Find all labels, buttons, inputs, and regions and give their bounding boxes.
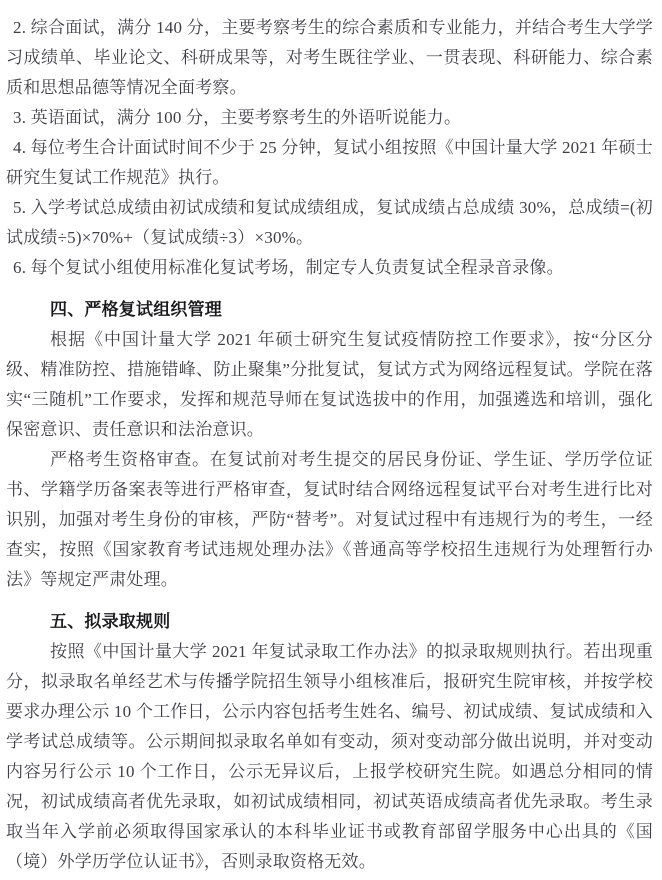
list-item-5: 5. 入学考试总成绩由初试成绩和复试成绩组成，复试成绩占总成绩 30%，总成绩=(初试成绩÷5)×70%+（复试成绩÷3）×30%。 — [6, 198, 653, 247]
list-item-4: 4. 每位考生合计面试时间不少于 25 分钟，复试小组按照《中国计量大学 2021 年硕士研究生复试工作规范》执行。 — [6, 138, 653, 187]
paragraph-qualification: 严格考生资格审查。在复试前对考生提交的居民身份证、学生证、学历学位证书、学籍学历备案表等进行严格审查，复试时结合网络远程复试平台对考生进行比对识别，加强对考生身份的审核，严防“替考”。对复试过程中有违规行为的考生，一经查实，按照《国家教育考试违规处理办法》《普通高等学校招生违规行为处理暂行办法》等规定严肃处理。 — [6, 450, 653, 589]
list-item-3: 3. 英语面试，满分 100 分，主要考察考生的外语听说能力。 — [13, 108, 462, 127]
paragraph-covid-control: 根据《中国计量大学 2021 年硕士研究生复试疫情防控工作要求》，按“分区分级、精准防控、措施错峰、防止聚集”分批复试，复试方式为网络远程复试。学院在落实“三随机”工作要求，发挥和规范导师在复试选拔中的作用，加强遴选和培训，强化保密意识、责任意识和法治意识。 — [6, 330, 653, 439]
section-heading-5: 五、拟录取规则 — [50, 612, 171, 631]
list-item-2: 2. 综合面试，满分 140 分，主要考察考生的综合素质和专业能力，并结合考生大学学习成绩单、毕业论文、科研成果等，对考生既往学业、一贯表现、科研能力、综合素质和思想品德等情况全面考察。 — [6, 18, 653, 97]
section-heading-4: 四、严格复试组织管理 — [50, 300, 222, 319]
list-item-6: 6. 每个复试小组使用标准化复试考场，制定专人负责复试全程录音录像。 — [13, 258, 564, 277]
paragraph-admission-rules: 按照《中国计量大学 2021 年复试录取工作办法》的拟录取规则执行。若出现重分，拟录取名单经艺术与传播学院招生领导小组核准后，报研究生院审核，并按学校要求办理公示 10 个工作日，公示内容包括考生姓名、编号、初试成绩、复试成绩和入学考试总成绩等。公示期间拟录取名单如有变动，须对变动部分做出说明，并对变动内容另行公示 10 个工作日，公示无异议后，上报学校研究生院。如遇总分相同的情况，初试成绩高者优先录取，如初试成绩相同，初试英语成绩高者优先录取。考生录取当年入学前必须取得国家承认的本科毕业证书或教育部留学服务中心出具的《国（境）外学历学位认证书》，否则录取资格无效。 — [6, 642, 653, 871]
